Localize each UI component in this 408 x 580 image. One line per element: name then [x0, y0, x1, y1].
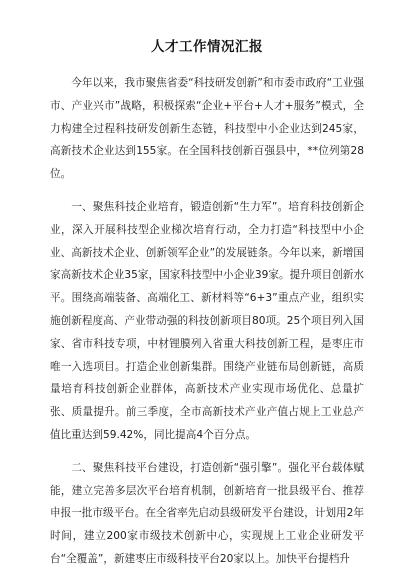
paragraph-section-two: 二、聚焦科技平台建设，打造创新“强引擎”。强化平台载体赋能，建立完善多层次平台培育机制，创新培育一批县级平台、推荐申报一批市级平台。在全省率先启动县级研发平台建设，计划用2年时间，建立200家市级技术创新中心，实现规上工业企业研发平台“全覆盖”，新建枣庄市级科技平台20家以上。加快平台提档升: [50, 461, 364, 565]
paragraph-intro: 今年以来，我市聚焦省委“科技研发创新”和市委市政府“工业强市、产业兴市”战略，积极探索“企业+平台+人才+服务”模式，全力构建全过程科技研发创新生态链，科技型中小企业达到245家，高新技术企业达到155家。在全国科技创新百强县中，**位列第28位。: [50, 77, 364, 181]
document-title: 人才工作情况汇报: [151, 39, 263, 55]
paragraph-section-one: 一、聚焦科技企业培育，锻造创新“生力军”。培育科技创新企业，深入开展科技型企业梯次培育行动，全力打造“科技型中小企业、高新技术企业、创新领军企业”的发展链条。今年以来，新增国家高新技术企业35家，国家科技型中小企业39家。提升项目创新水平。围绕高端装备、高端化工、新材料等“6+3”重点产业，组织实施创新程度高、产业带动强的科技创新项目80项。25个项目列入国家、省市科技专项，中材锂膜列入省重大科技创新工程，是枣庄市唯一入选项目。打造企业创新集群。围绕产业链布局创新链，高质量培育科技创新企业群体，高新技术产业实现市场优化、总量扩张、质量提升。前三季度，全市高新技术产业产值占规上工业总产值比重达到59.42%，同比提高4个百分点。: [50, 200, 364, 441]
